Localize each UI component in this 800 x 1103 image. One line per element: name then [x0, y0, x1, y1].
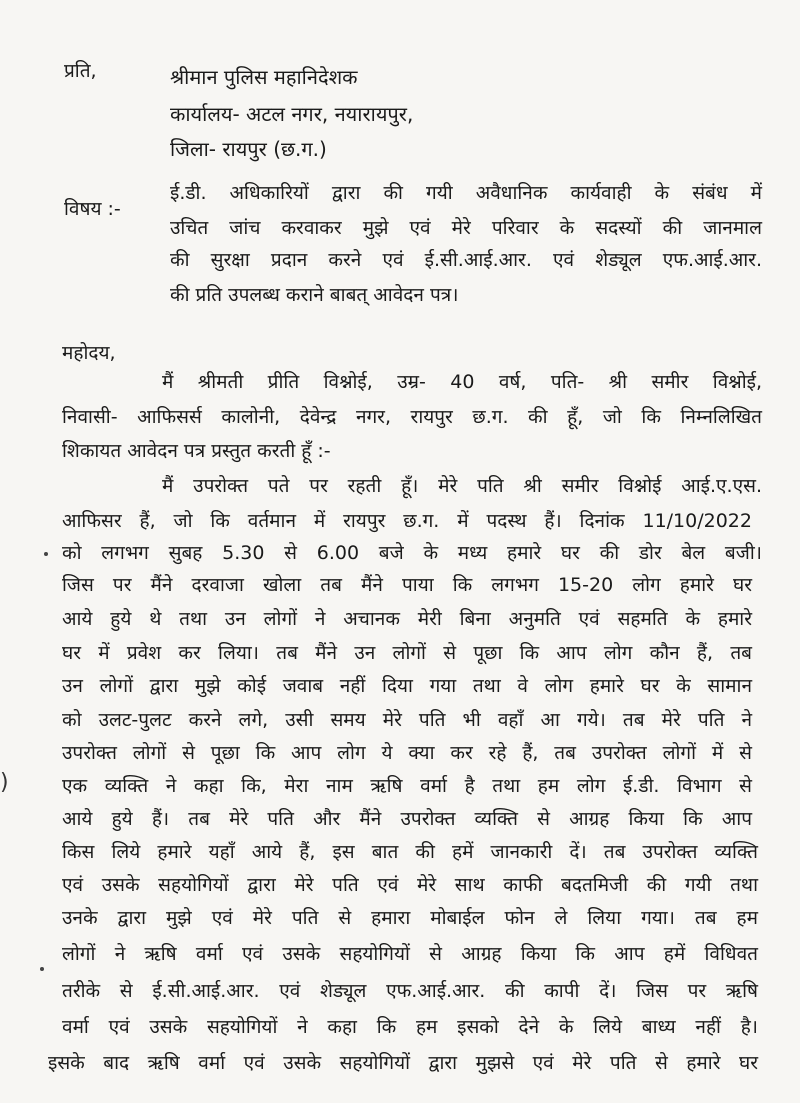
- body-line-5: आये हुये थे तथा उन लोगों ने अचानक मेरी बिना अनुमति एवं सहमति के हमारे: [62, 608, 752, 630]
- subject-label: विषय :-: [64, 198, 121, 220]
- subject-line-4: की प्रति उपलब्ध कराने बाबत् आवेदन पत्र।: [170, 284, 459, 306]
- recipient-line-1: श्रीमान पुलिस महानिदेशक: [170, 65, 358, 89]
- body-line-2: आफिसर हैं, जो कि वर्तमान में रायपुर छ.ग. में पदस्थ हैं। दिनांक 11/10/2022: [62, 510, 752, 532]
- body-line-13: एवं उसके सहयोगियों द्वारा मेरे पति एवं मेरे साथ काफी बदतमिजी की गयी तथा: [62, 874, 758, 896]
- body-line-1: मैं उपरोक्त पते पर रहती हूँ। मेरे पति श्री समीर विश्नोई आई.ए.एस.: [162, 475, 762, 497]
- body-line-15: लोगों ने ऋषि वर्मा एवं उसके सहयोगियों से आग्रह किया कि आप हमें विधिवत: [62, 943, 758, 965]
- prati-label: प्रति,: [64, 60, 97, 82]
- subject-line-2: उचित जांच करवाकर मुझे एवं मेरे परिवार के सदस्यों की जानमाल: [170, 217, 762, 239]
- recipient-line-3: जिला- रायपुर (छ.ग.): [170, 137, 327, 161]
- recipient-line-2: कार्यालय- अटल नगर, नयारायपुर,: [170, 102, 414, 126]
- body-line-6: घर में प्रवेश कर लिया। तब मैंने उन लोगों से पूछा कि आप लोग कौन हैं, तब: [62, 642, 752, 664]
- salutation: महोदय,: [62, 342, 116, 364]
- body-line-8: को उलट-पुलट करने लगे, उसी समय मेरे पति भी वहाँ आ गये। तब मेरे पति ने: [62, 709, 752, 731]
- intro-line-3: शिकायत आवेदन पत्र प्रस्तुत करती हूँ :-: [62, 440, 331, 462]
- body-line-14: उनके द्वारा मुझे एवं मेरे पति से हमारा मोबाईल फोन ले लिया गया। तब हम: [62, 907, 758, 929]
- intro-line-1: मैं श्रीमती प्रीति विश्नोई, उम्र- 40 वर्ष, पति- श्री समीर विश्नोई,: [162, 371, 762, 393]
- body-line-3: को लगभग सुबह 5.30 से 6.00 बजे के मध्य हमारे घर की डोर बेल बजी।: [62, 542, 762, 564]
- body-line-16: तरीके से ई.सी.आई.आर. एवं शेड्यूल एफ.आई.आर. की कापी दें। जिस पर ऋषि: [62, 980, 758, 1002]
- intro-line-2: निवासी- आफिसर्स कालोनी, देवेन्द्र नगर, रायपुर छ.ग. की हूँ, जो कि निम्नलिखित: [62, 406, 762, 428]
- body-line-18: इसके बाद ऋषि वर्मा एवं उसके सहयोगियों द्वारा मुझसे एवं मेरे पति से हमारे घर: [48, 1052, 758, 1074]
- margin-bracket-mark: ): [0, 770, 9, 795]
- body-line-10: एक व्यक्ति ने कहा कि, मेरा नाम ऋषि वर्मा है तथा हम लोग ई.डी. विभाग से: [62, 775, 752, 797]
- subject-line-3: की सुरक्षा प्रदान करने एवं ई.सी.आई.आर. एवं शेड्यूल एफ.आई.आर.: [170, 249, 762, 271]
- scan-dot: [40, 967, 44, 971]
- scan-dot: [44, 552, 48, 556]
- body-line-17: वर्मा एवं उसके सहयोगियों ने कहा कि हम इसको देने के लिये बाध्य नहीं है।: [62, 1016, 758, 1038]
- subject-line-1: ई.डी. अधिकारियों द्वारा की गयी अवैधानिक कार्यवाही के संबंध में: [170, 182, 762, 204]
- body-line-7: उन लोगों द्वारा मुझे कोई जवाब नहीं दिया गया तथा वे लोग हमारे घर के सामान: [62, 675, 752, 697]
- body-line-12: किस लिये हमारे यहाँ आये हैं, इस बात की हमें जानकारी दें। तब उपरोक्त व्यक्ति: [62, 841, 758, 863]
- body-line-9: उपरोक्त लोगों से पूछा कि आप लोग ये क्या कर रहे हैं, तब उपरोक्त लोगों में से: [62, 742, 752, 764]
- body-line-4: जिस पर मैंने दरवाजा खोला तब मैंने पाया कि लगभग 15-20 लोग हमारे घर: [62, 574, 752, 596]
- body-line-11: आये हुये हैं। तब मेरे पति और मैंने उपरोक्त व्यक्ति से आग्रह किया कि आप: [62, 808, 752, 830]
